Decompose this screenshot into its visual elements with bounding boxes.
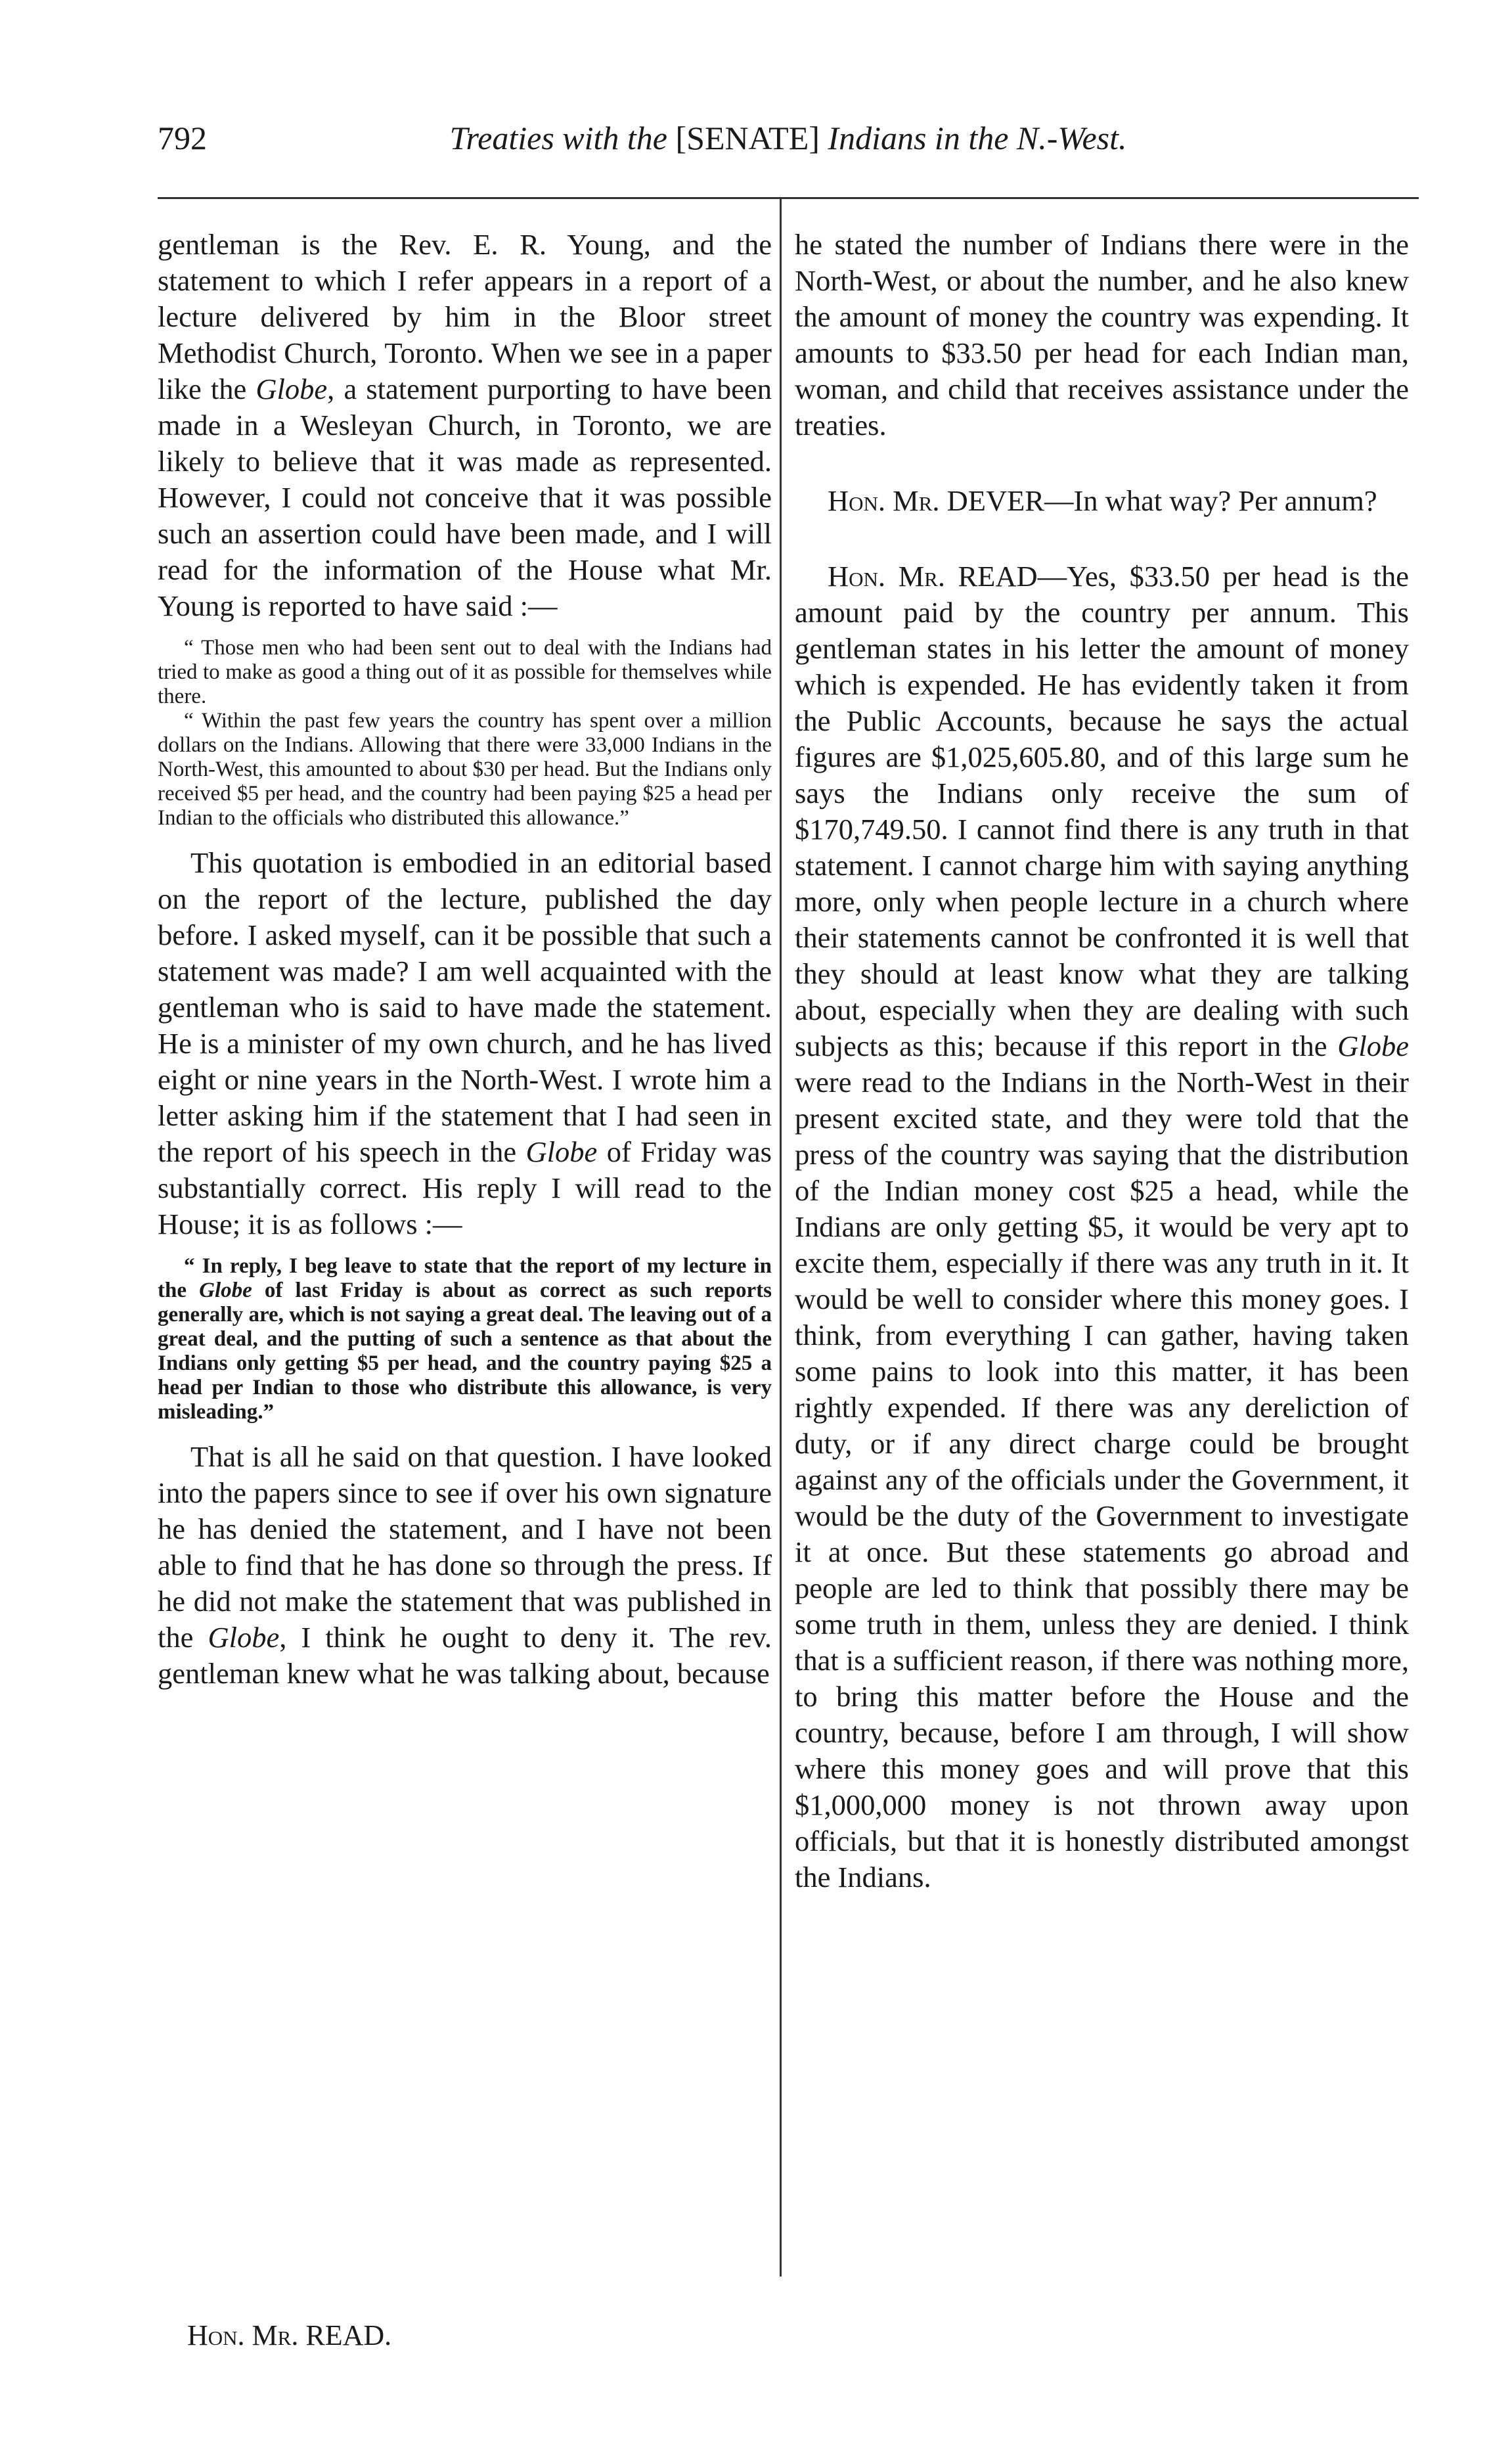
running-title-part2: Indians in the N.-West. [828, 120, 1127, 156]
quotation-letter [158, 1254, 772, 1424]
dever-speech: Hon. Mr. DEVER—In what way? Per annum? [828, 484, 1377, 517]
page-number: 792 [158, 120, 207, 156]
left-paragraph-3: That is all he said on that question. I have looked into the papers since to see if over his own signature he has denied the statement, and I have not been able to find that he has done so through the press. If he did not make the statement that was published in the Globe, I think he ought to deny it. The rev. gentleman knew what he was talking about, because [158, 1440, 772, 1690]
quotation-lecture [158, 636, 772, 830]
right-paragraph-1: he stated the number of Indians there were in the North-West, or about the number, and he also knew the amount of money the country was expending. It amounts to $33.50 per head for each Indian man, woman, and child that receives assistance under the treaties. [795, 228, 1409, 442]
header-rule [158, 197, 1419, 199]
running-title-part1: Treaties with the [449, 120, 667, 156]
right-column [795, 227, 1409, 1895]
speaker-dever: Hon. Mr. DEVER [828, 484, 1044, 517]
quotation-lecture-part2: “ Within the past few years the country has spent over a million dollars on the Indians. Allowing that there were 33,000 Indians in the North-West, this amounted to about $30 per head. But the Indians only received $5 per head, and the country had been paying $25 a head per Indian to the officials who distributed this allowance.” [158, 709, 772, 830]
column-divider [780, 197, 782, 2277]
quotation-lecture-part1: “ Those men who had been sent out to deal with the Indians had tried to make as good a thing out of it as possible for themselves while there. [158, 636, 772, 708]
left-column [158, 227, 772, 1692]
running-title [158, 115, 1419, 161]
read-speech: Hon. Mr. READ—Yes, $33.50 per head is the amount paid by the country per annum. This gentleman states in his letter the amount of money which is expended. He has evidently taken it from the Public Accounts, because he says the actual figures are $1,025,605.80, and of this large sum he says the Indians only receive the sum of $170,749.50. I cannot find there is any truth in that statement. I cannot charge him with saying anything more, only when people lecture in a church where their statements cannot be confronted it is well that they should at least know what they are talking about, especially when they are dealing with such subjects as this; because if this report in the Globe were read to the Indians in the North-West in their present excited state, and they were told that the press of the country was saying that the distribution of the Indian money cost $25 a head, while the Indians are only getting $5, it would be very apt to excite them, especially if there was any truth in it. It would be well to consider where this money goes. I think, from everything I can gather, having taken some pains to look into this matter, it has been rightly expended. If there was any dereliction of duty, or if any direct charge could be brought against any of the officials under the Government, it would be the duty of the Government to investigate it at once. But these statements go abroad and people are led to think that possibly there may be some truth in them, unless they are denied. I think that is a sufficient reason, if there was nothing more, to bring this matter before the House and the country, because, before I am through, I will show where this money goes and will prove that this $1,000,000 money is not thrown away upon officials, but that it is honestly distributed amongst the Indians. [795, 560, 1409, 1893]
page-footer-speaker: Hon. Mr. READ. [187, 2319, 392, 2351]
running-header [158, 115, 1419, 161]
quotation-letter-text: “ In reply, I beg leave to state that the report of my lecture in the Globe of last Friday is about as correct as such reports generally are, which is not saying a great deal. The leaving out of a great deal, and the putting of such a sentence as that about the Indians only getting $5 per head, and the country paying $25 a head per Indian to those who distribute this allowance, is very misleading.” [158, 1254, 772, 1424]
left-paragraph-1: gentleman is the Rev. E. R. Young, and the statement to which I refer appears in a report of a lecture delivered by him in the Bloor street Methodist Church, Toronto. When we see in a paper like the Globe, a statement purporting to have been made in a Wesleyan Church, in Toronto, we are likely to believe that it was made as represented. However, I could not conceive that it was possible such an assertion could have been made, and I will read for the information of the House what Mr. Young is reported to have said :— [158, 228, 772, 622]
running-title-chamber: [SENATE] [675, 120, 820, 156]
left-paragraph-2: This quotation is embodied in an editorial based on the report of the lecture, published the day before. I asked myself, can it be possible that such a statement was made? I am well acquainted with the gentleman who is said to have made the statement. He is a minister of my own church, and he has lived eight or nine years in the North-West. I wrote him a letter asking him if the statement that I had seen in the report of his speech in the Globe of Friday was substantially correct. His reply I will read to the House; it is as follows :— [158, 846, 772, 1240]
speaker-read: Hon. Mr. READ [828, 560, 1038, 593]
